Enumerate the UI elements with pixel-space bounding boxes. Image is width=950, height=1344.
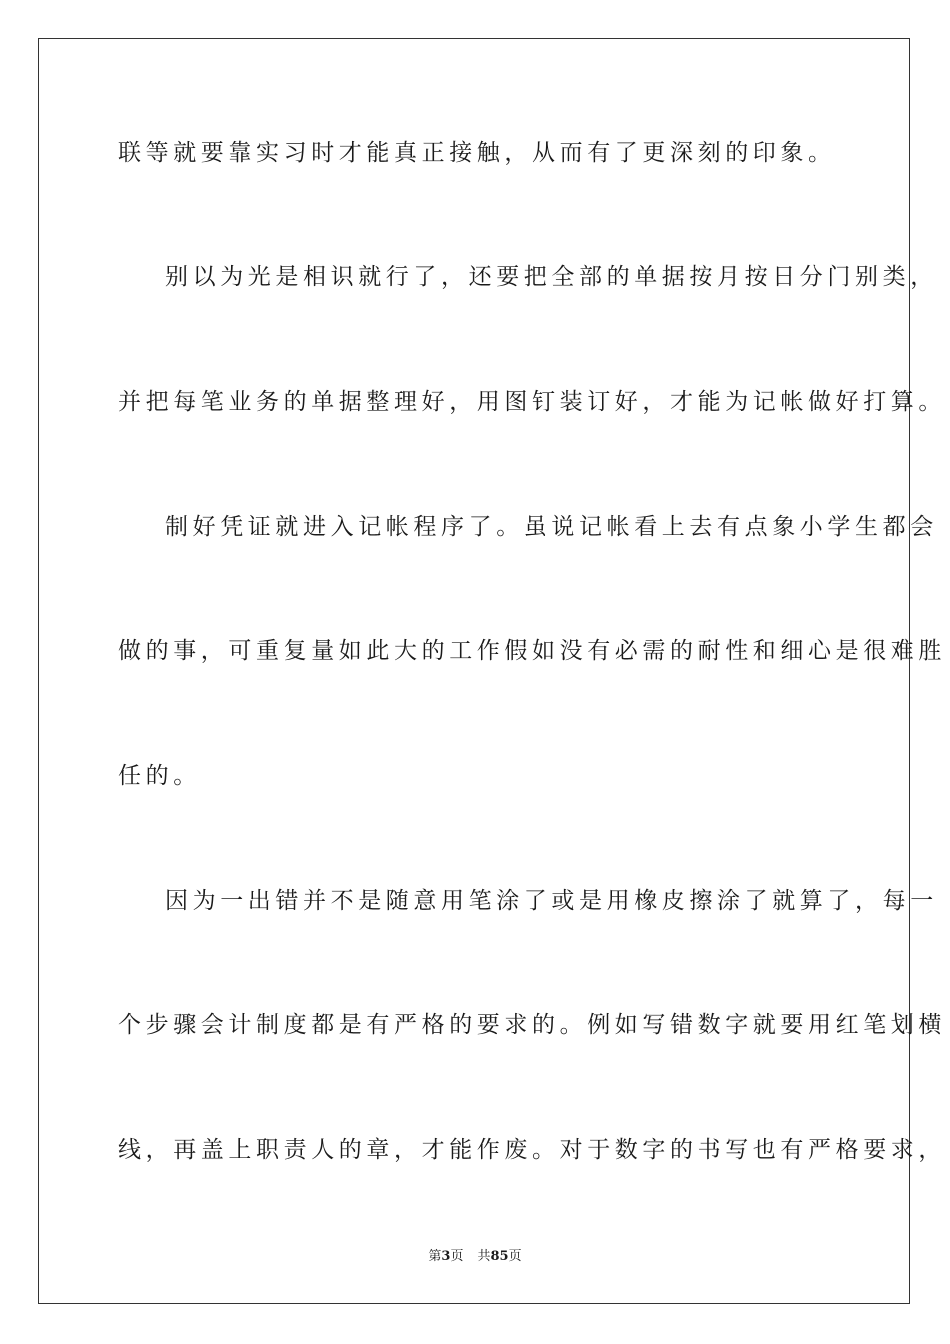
text-line: 并把每笔业务的单据整理好，用图钉装订好，才能为记帐做好打算。 xyxy=(118,389,946,415)
text-line: 制好凭证就进入记帐程序了。虽说记帐看上去有点象小学生都会 xyxy=(165,514,938,540)
text-line: 做的事，可重复量如此大的工作假如没有必需的耐性和细心是很难胜 xyxy=(118,638,946,664)
total-suffix: 页 xyxy=(508,1249,522,1264)
page-number: 3 xyxy=(441,1249,451,1264)
page-suffix: 页 xyxy=(450,1249,464,1264)
text-line: 个步骤会计制度都是有严格的要求的。例如写错数字就要用红笔划横 xyxy=(118,1012,946,1038)
text-line: 别以为光是相识就行了，还要把全部的单据按月按日分门别类， xyxy=(165,264,938,290)
page-footer xyxy=(0,1248,950,1266)
text-line: 任的。 xyxy=(118,763,201,789)
total-prefix: 共 xyxy=(477,1249,491,1264)
total-pages: 85 xyxy=(490,1249,509,1264)
page-prefix: 第 xyxy=(428,1249,442,1264)
page-frame xyxy=(38,38,946,1304)
text-line: 联等就要靠实习时才能真正接触，从而有了更深刻的印象。 xyxy=(118,140,836,166)
text-line: 因为一出错并不是随意用笔涂了或是用橡皮擦涂了就算了，每一 xyxy=(165,888,938,914)
text-line: 线，再盖上职责人的章，才能作废。对于数字的书写也有严格要求， xyxy=(118,1137,946,1163)
